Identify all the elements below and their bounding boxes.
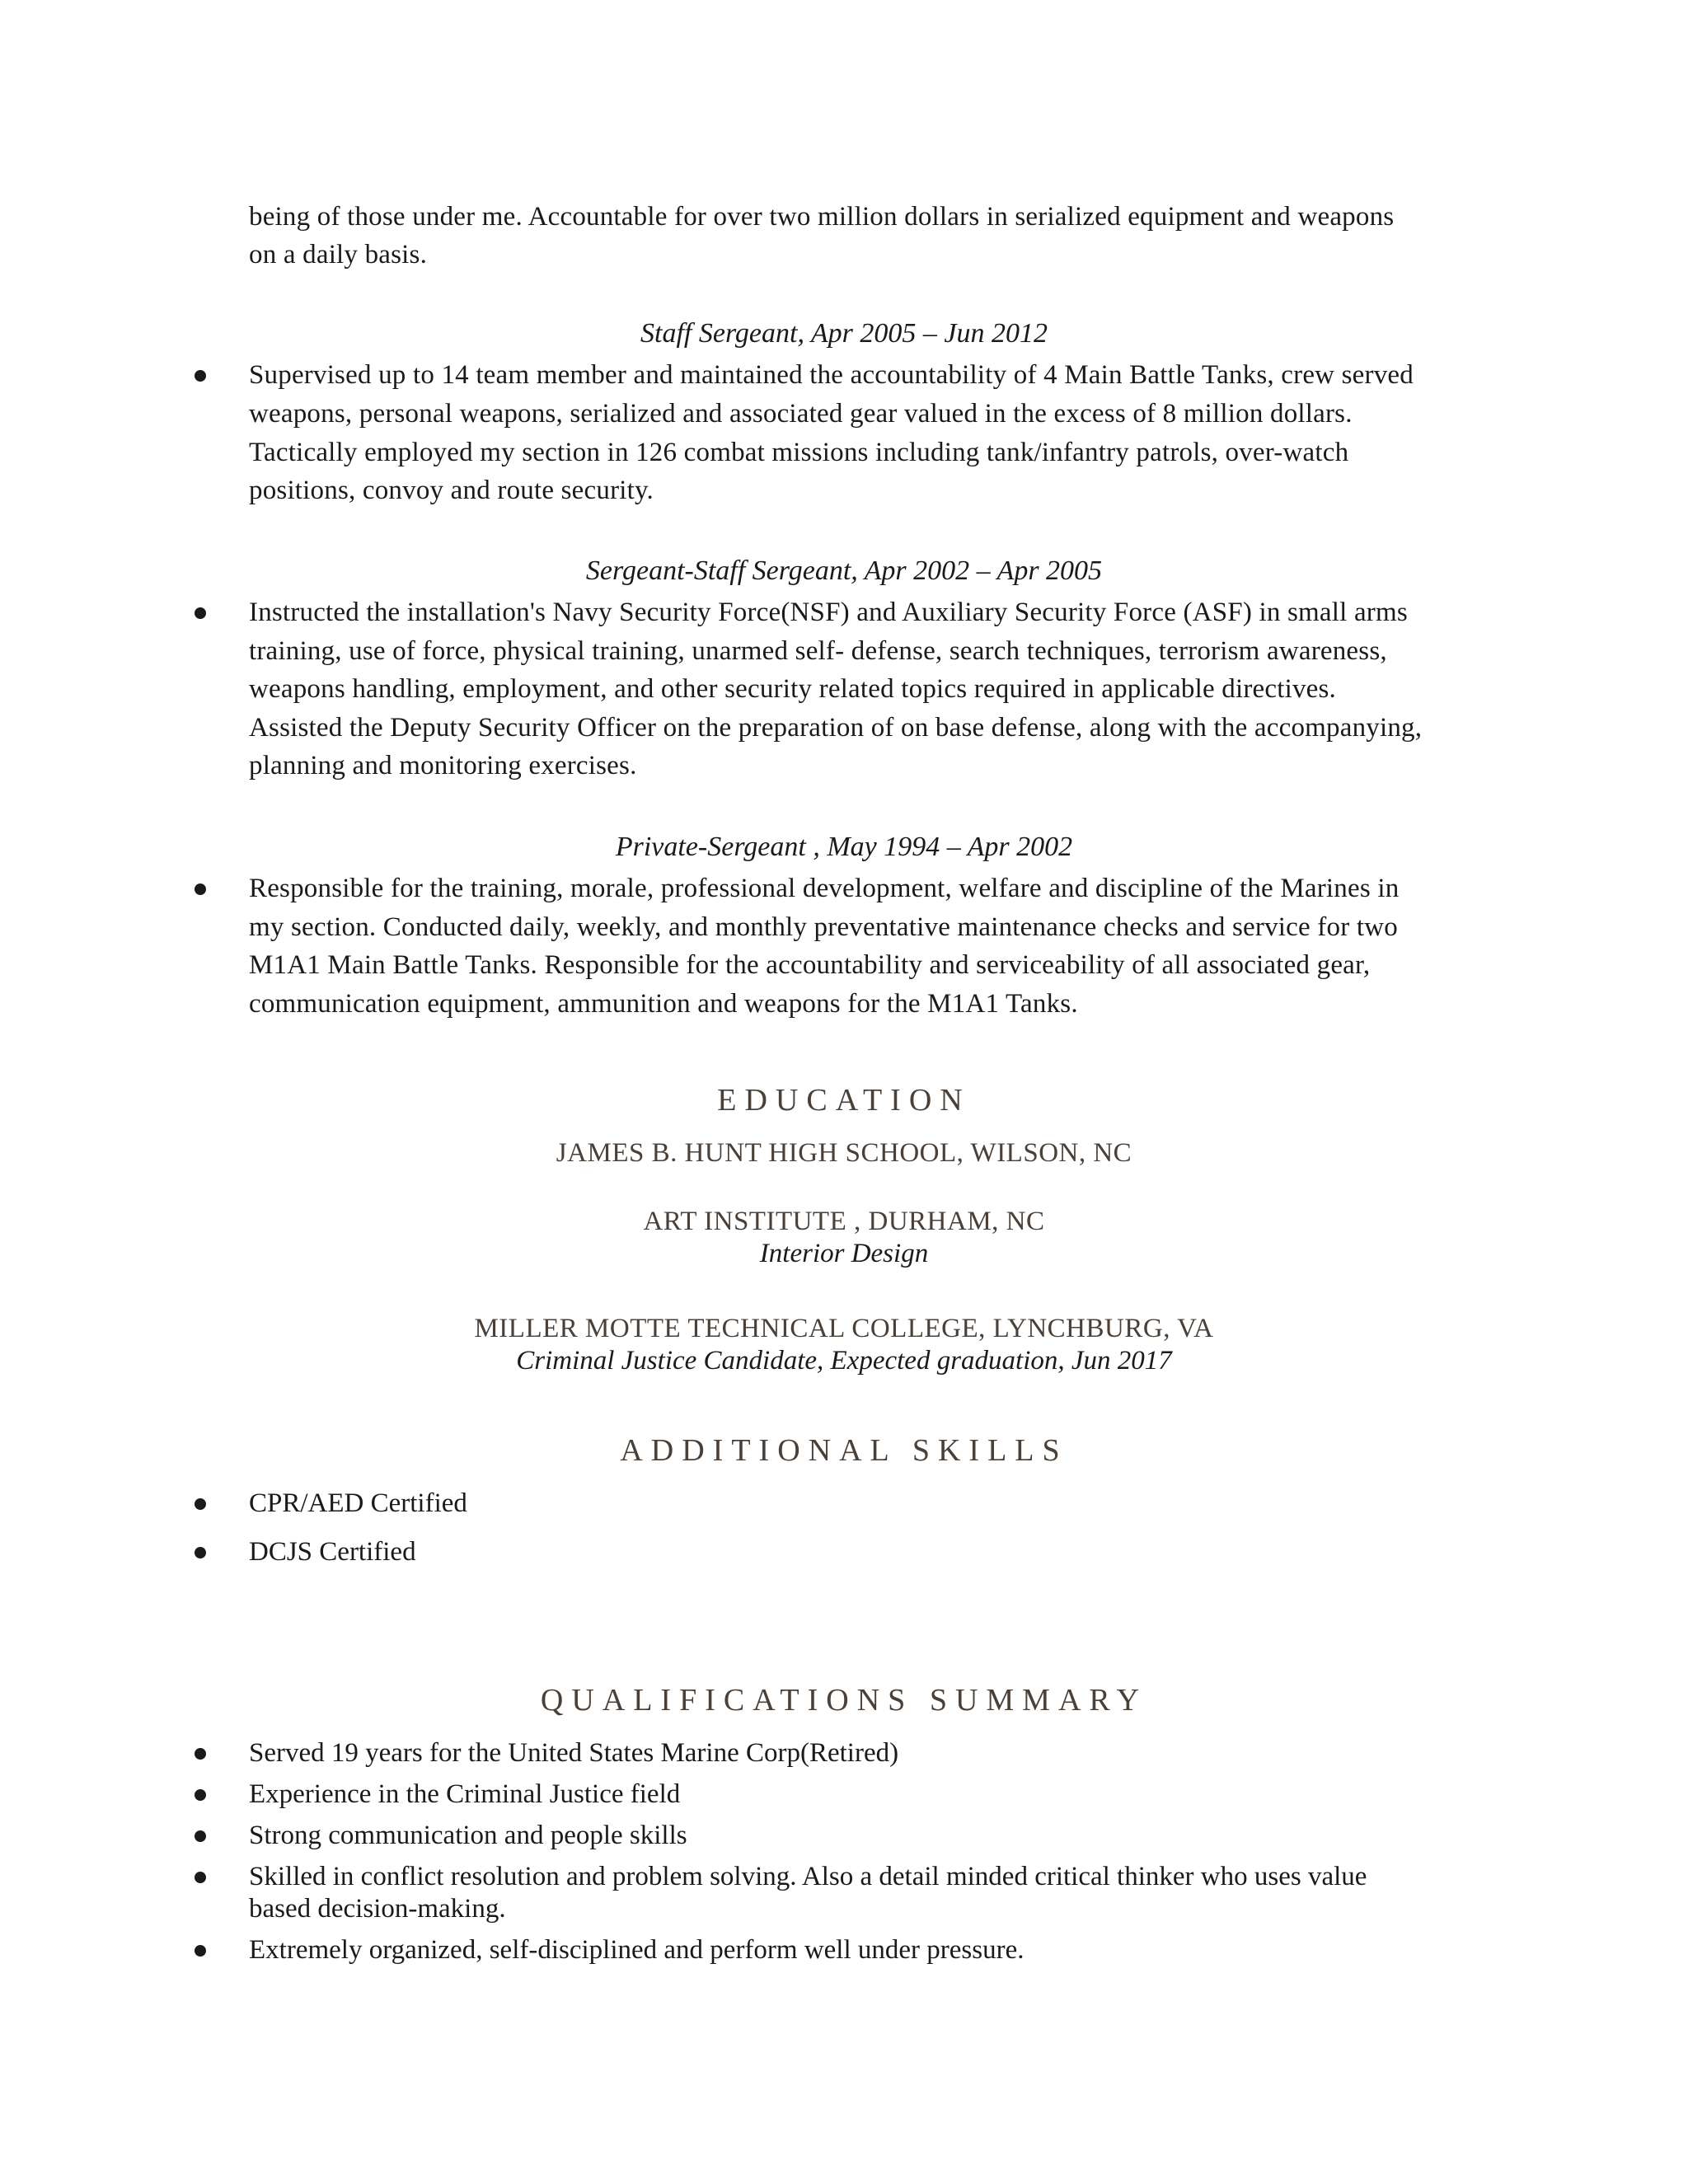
job-2-line-3: weapons handling, employment, and other security related topics required in applicable directives. [249,674,1337,704]
bullet-dot [195,607,206,619]
job-title-staff-sergeant: Staff Sergeant, Apr 2005 – Jun 2012 [640,318,1048,349]
school-name-miller-motte: MILLER MOTTE TECHNICAL COLLEGE, LYNCHBURG, VA [474,1314,1214,1343]
job-3-line-1: Responsible for the training, morale, professional development, welfare and discipline of the Marines in [249,874,1400,903]
job-1-line-1: Supervised up to 14 team member and maintained the accountability of 4 Main Battle Tanks, crew served [249,360,1414,390]
skill-item: DCJS Certified [249,1537,416,1567]
bullet-dot [195,1498,206,1510]
school-name-art-institute: ART INSTITUTE , DURHAM, NC [643,1207,1045,1236]
job-3-line-4: communication equipment, ammunition and weapons for the M1A1 Tanks. [249,989,1078,1019]
school-program-interior-design: Interior Design [759,1239,929,1268]
bullet-dot [195,1789,206,1801]
job-title-sergeant-staff-sergeant: Sergeant-Staff Sergeant, Apr 2002 – Apr 2005 [585,555,1103,586]
skill-item: CPR/AED Certified [249,1488,467,1518]
job-2-line-5: planning and monitoring exercises. [249,751,637,780]
bullet-dot [195,883,206,895]
job-title-private-sergeant: Private-Sergeant , May 1994 – Apr 2002 [615,832,1073,862]
job-1-line-4: positions, convoy and route security. [249,476,654,505]
job-2-line-1: Instructed the installation's Navy Security Force(NSF) and Auxiliary Security Force (ASF) in small arms [249,598,1408,627]
experience-intro-line-1: being of those under me. Accountable for over two million dollars in serialized equipment and weapons [249,202,1395,232]
qualification-item: Strong communication and people skills [249,1821,687,1850]
bullet-dot [195,1872,206,1883]
bullet-dot [195,1748,206,1760]
additional-skills-heading: ADDITIONAL SKILLS [620,1433,1068,1468]
qualification-item: Skilled in conflict resolution and problem solving. Also a detail minded critical thinker who uses value [249,1862,1367,1891]
experience-intro-line-2: on a daily basis. [249,240,428,269]
job-3-line-3: M1A1 Main Battle Tanks. Responsible for the accountability and serviceability of all associated gear, [249,950,1371,980]
bullet-dot [195,370,206,382]
school-name-james-b-hunt: JAMES B. HUNT HIGH SCHOOL, WILSON, NC [556,1138,1132,1168]
job-2-line-4: Assisted the Deputy Security Officer on the preparation of on base defense, along with the accompanying, [249,713,1423,743]
bullet-dot [195,1547,206,1558]
job-1-line-2: weapons, personal weapons, serialized and associated gear valued in the excess of 8 million dollars. [249,399,1353,429]
job-1-line-3: Tactically employed my section in 126 combat missions including tank/infantry patrols, over-watch [249,438,1349,467]
qualification-item-continued: based decision-making. [249,1894,506,1924]
qualification-item: Served 19 years for the United States Marine Corp(Retired) [249,1738,899,1768]
qualifications-summary-heading: QUALIFICATIONS SUMMARY [540,1683,1148,1718]
bullet-dot [195,1945,206,1957]
school-program-criminal-justice: Criminal Justice Candidate, Expected graduation, Jun 2017 [516,1346,1172,1376]
job-3-line-2: my section. Conducted daily, weekly, and monthly preventative maintenance checks and service for two [249,912,1398,942]
job-2-line-2: training, use of force, physical training, unarmed self- defense, search techniques, terrorism awareness, [249,636,1387,666]
bullet-dot [195,1830,206,1842]
qualification-item: Experience in the Criminal Justice field [249,1779,681,1809]
education-heading: EDUCATION [717,1083,971,1118]
qualification-item: Extremely organized, self-disciplined and perform well under pressure. [249,1935,1025,1965]
